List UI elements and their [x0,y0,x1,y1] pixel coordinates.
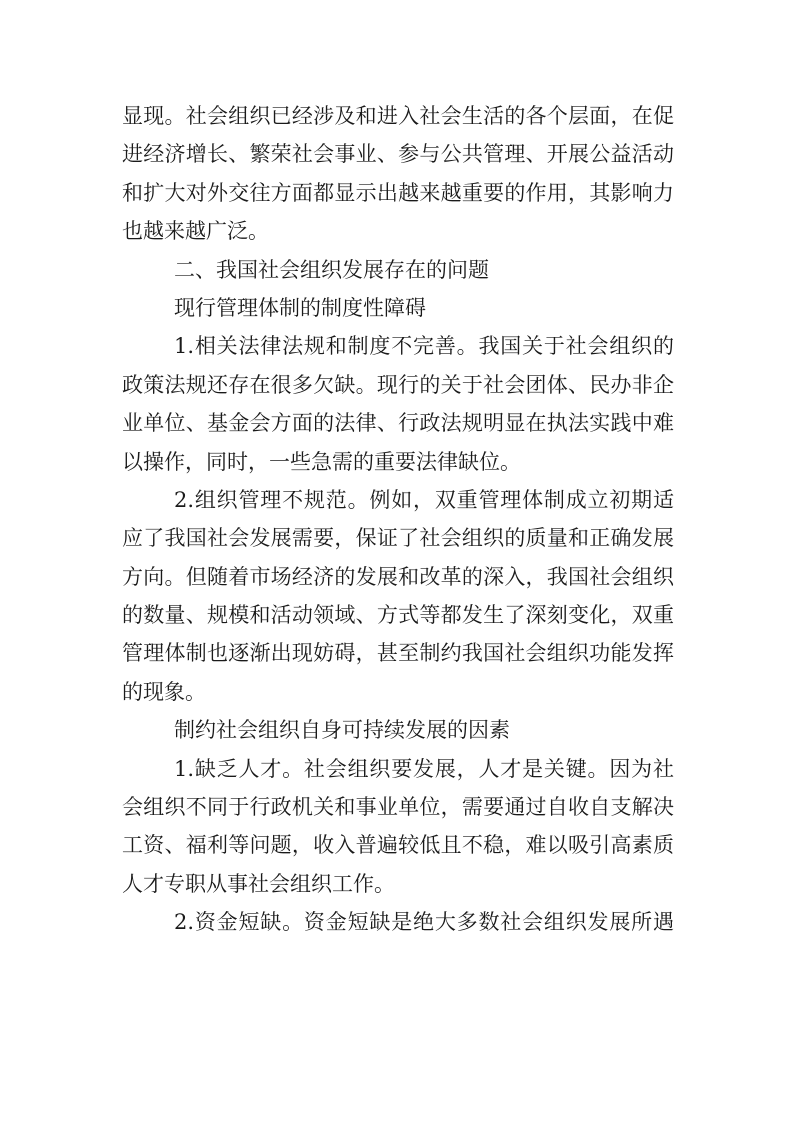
text-line: 1.缺乏人才。社会组织要发展，人才是关键。因为社 [174,756,674,781]
text-line: 政策法规还存在很多欠缺。现行的关于社会团体、民办非企 [122,372,674,397]
text-line: 进经济增长、繁荣社会事业、参与公共管理、开展公益活动 [122,142,674,167]
document-body [122,97,674,942]
text-line: 工资、福利等问题，收入普遍较低且不稳，难以吸引高素质 [122,833,674,858]
text-line: 应了我国社会发展需要，保证了社会组织的质量和正确发展 [122,526,674,551]
text-line: 会组织不同于行政机关和事业单位，需要通过自收自支解决 [122,795,674,820]
text-line: 2.组织管理不规范。例如，双重管理体制成立初期适 [174,487,674,512]
text-line: 的数量、规模和活动领域、方式等都发生了深刻变化，双重 [122,603,674,628]
text-line: 1.相关法律法规和制度不完善。我国关于社会组织的 [174,334,674,359]
text-line: 方向。但随着市场经济的发展和改革的深入，我国社会组织 [122,564,674,589]
text-line: 也越来越广泛。 [122,219,269,244]
text-line: 的现象。 [122,679,206,704]
text-line: 和扩大对外交往方面都显示出越来越重要的作用，其影响力 [122,180,674,205]
text-line: 以操作，同时，一些急需的重要法律缺位。 [122,449,521,474]
text-line: 2.资金短缺。资金短缺是绝大多数社会组织发展所遇 [174,910,674,935]
text-line: 管理体制也逐渐出现妨碍，甚至制约我国社会组织功能发挥 [122,641,674,666]
subsection-heading: 制约社会组织自身可持续发展的因素 [174,718,510,743]
subsection-heading: 现行管理体制的制度性障碍 [174,295,426,320]
text-line: 人才专职从事社会组织工作。 [122,871,395,896]
section-heading: 二、我国社会组织发展存在的问题 [174,257,489,282]
text-line: 显现。社会组织已经涉及和进入社会生活的各个层面，在促 [122,104,674,128]
text-line: 业单位、基金会方面的法律、行政法规明显在执法实践中难 [122,411,674,436]
